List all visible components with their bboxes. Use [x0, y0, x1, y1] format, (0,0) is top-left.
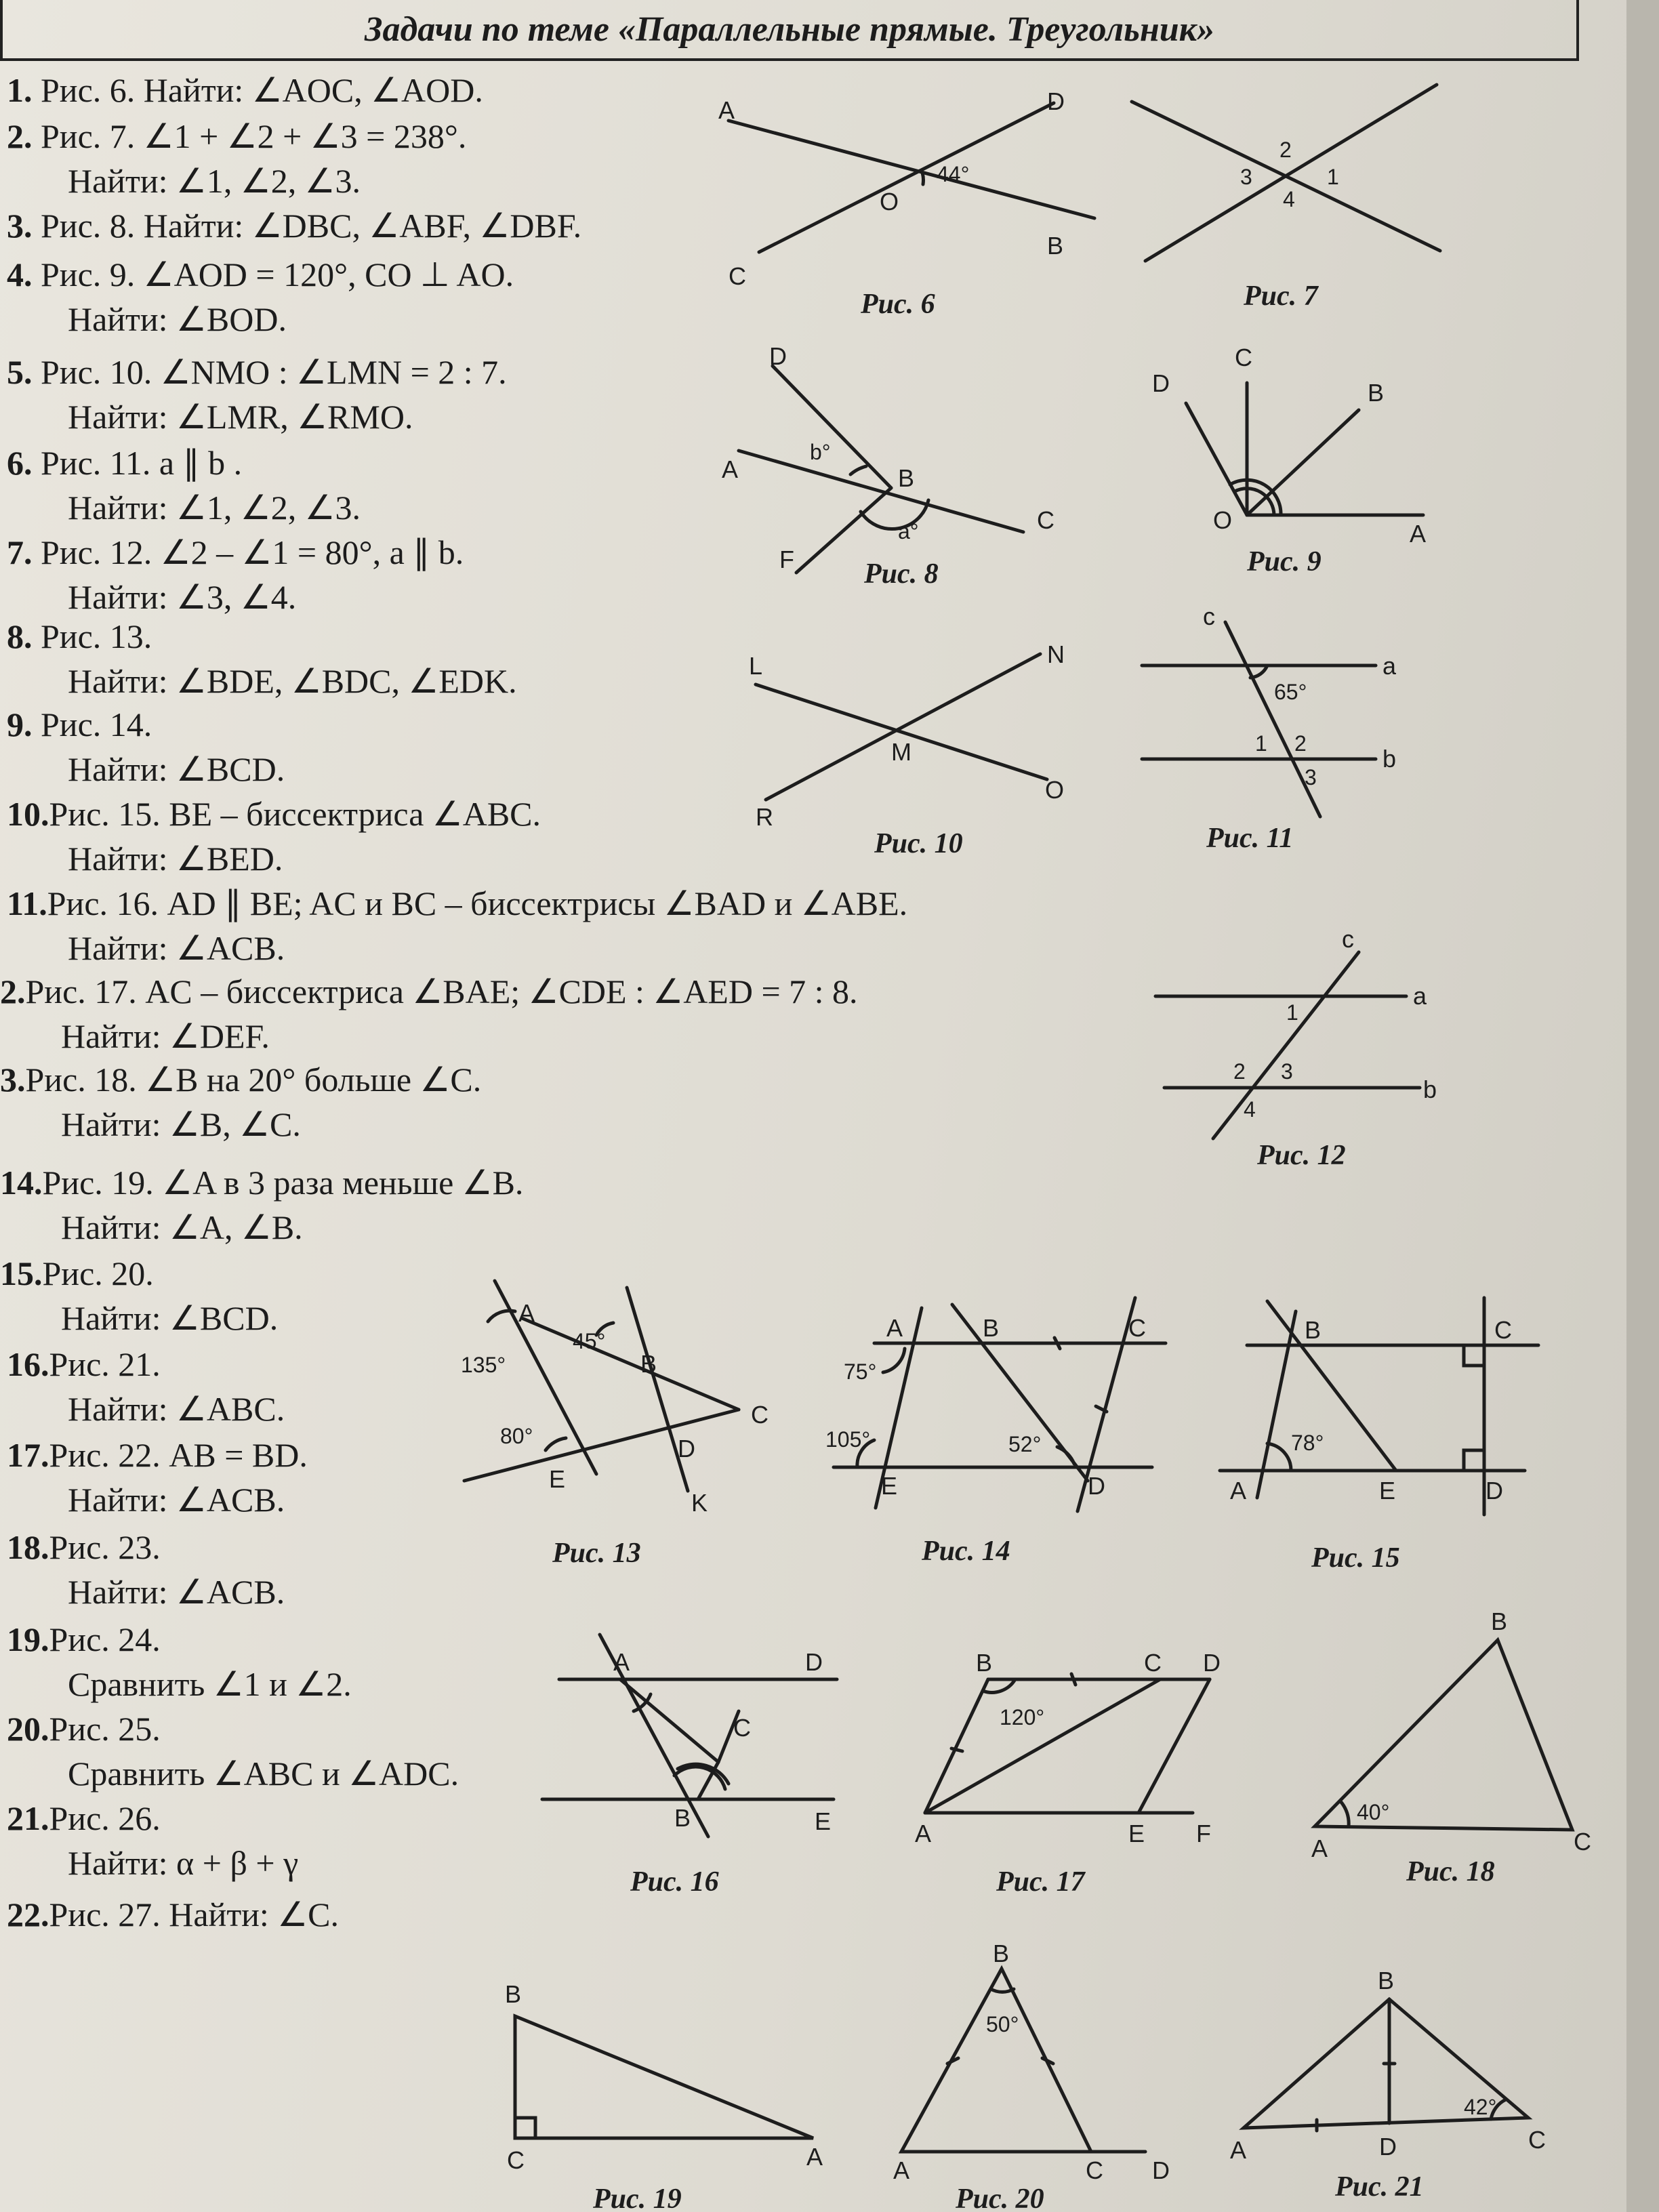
task-question: Сравнить ∠1 и ∠2. [68, 1665, 352, 1703]
task-question: Найти: ∠1, ∠2, ∠3. [68, 162, 361, 200]
task-text: Рис. 27. Найти: ∠C. [49, 1896, 339, 1933]
task-text: Рис. 6. Найти: ∠AOC, ∠AOD. [41, 71, 483, 109]
point-label-o: O [880, 188, 899, 216]
figure-caption: Рис. 16 [630, 1866, 719, 1898]
task-question: Найти: ∠3, ∠4. [68, 578, 297, 616]
side-AB [925, 1679, 988, 1813]
task-number: 19. [7, 1620, 49, 1658]
task-number: 18. [7, 1528, 49, 1566]
angle-value: 40° [1357, 1800, 1390, 1824]
point-label-e: E [815, 1807, 832, 1835]
point-label-b: B [1368, 379, 1385, 407]
task-text: Рис. 9. ∠AOD = 120°, CO ⊥ AO. [41, 255, 514, 293]
task-question: Сравнить ∠ABC и ∠ADC. [68, 1755, 459, 1793]
point-label-b: B [1491, 1607, 1508, 1635]
angle-135: 135° [461, 1353, 506, 1377]
point-label-f: F [1196, 1820, 1211, 1847]
figure-caption: Рис. 21 [1335, 2171, 1424, 2203]
ray-BD [773, 366, 891, 488]
task-number: 2. [0, 972, 26, 1010]
point-label-c: C [751, 1401, 769, 1429]
task-number: 15. [0, 1254, 43, 1292]
task-question: Найти: ∠ABC. [68, 1390, 285, 1428]
diagonal-AC [925, 1679, 1160, 1813]
task-text: Рис. 14. [41, 705, 152, 743]
task-question: Найти: ∠DEF. [61, 1017, 270, 1055]
task-text: Рис. 22. AB = BD. [49, 1436, 308, 1474]
angle-arc [922, 171, 923, 184]
angle-value: 120° [1000, 1705, 1045, 1729]
point-label-d: D [678, 1435, 695, 1462]
task-text: Рис. 18. ∠B на 20° больше ∠C. [25, 1061, 482, 1099]
point-label-c: C [1144, 1649, 1162, 1677]
task-text: Рис. 16. AD ∥ BE; AC и BC – биссектрисы ∠BAD и ∠ABE. [47, 884, 908, 922]
line-label-b: b [1382, 745, 1397, 773]
point-label-e: E [1128, 1820, 1145, 1847]
figure-caption: Рис. 6 [861, 289, 935, 320]
task-text: Рис. 15. BE – биссектриса ∠ABC. [49, 795, 541, 833]
task-question: Найти: ∠BDE, ∠BDC, ∠EDK. [68, 662, 517, 700]
point-label-k: K [691, 1489, 708, 1517]
figure-caption: Рис. 14 [922, 1536, 1010, 1567]
point-label-b: B [674, 1804, 691, 1832]
line-label-b: b [1423, 1076, 1437, 1103]
task-text: Рис. 11. a ∥ b . [41, 444, 243, 482]
angle-arc [991, 1989, 1014, 1992]
point-label-c: C [1235, 344, 1252, 371]
angle-label-2: 2 [1279, 138, 1292, 162]
figure-caption: Рис. 12 [1257, 1140, 1346, 1171]
point-label-a: A [613, 1648, 630, 1676]
task-text: Рис. 24. [49, 1620, 161, 1658]
line-label-a: a [1382, 652, 1397, 680]
figure-11 [1142, 602, 1397, 854]
point-label-e: E [881, 1472, 898, 1500]
figure-caption: Рис. 18 [1406, 1856, 1495, 1887]
angle-arc [851, 466, 866, 474]
task-question: Найти: ∠LMR, ∠RMO. [68, 398, 413, 436]
point-label-a: A [915, 1820, 932, 1847]
task-question: Найти: ∠ACB. [68, 929, 285, 967]
point-label-d: D [769, 342, 787, 370]
task-text: Рис. 23. [49, 1528, 161, 1566]
point-label-o: O [1213, 506, 1233, 534]
task-number: 17. [7, 1436, 49, 1474]
right-angle-mark [515, 2118, 535, 2138]
task-text: Рис. 20. [42, 1254, 154, 1292]
angle-value: 65° [1274, 680, 1307, 704]
task-text: Рис. 7. ∠1 + ∠2 + ∠3 = 238°. [41, 117, 467, 155]
figure-caption: Рис. 7 [1244, 281, 1318, 312]
line-RN [766, 654, 1040, 800]
figure-13 [461, 1281, 769, 1569]
angle-arc [883, 1349, 905, 1372]
task-number: 9. [7, 705, 33, 743]
angle-arc [488, 1311, 515, 1322]
task-text: Рис. 17. AC – биссектриса ∠BAE; ∠CDE : ∠AED = 7 : 8. [25, 972, 858, 1010]
figure-9 [1152, 344, 1426, 577]
line-BE [1267, 1301, 1396, 1471]
angle-45: 45° [573, 1329, 606, 1353]
triangle-BCA [515, 2016, 813, 2138]
task-text: Рис. 10. ∠NMO : ∠LMN = 2 : 7. [41, 353, 507, 391]
line-label-c: c [1342, 925, 1354, 953]
task-question: Найти: ∠BCD. [68, 750, 285, 788]
angle-label-2: 2 [1294, 731, 1307, 756]
angle-value: 44° [937, 162, 970, 186]
figure-caption: Рис. 19 [593, 2184, 682, 2212]
line-AB [729, 121, 1094, 218]
task-question: Найти: ∠BOD. [68, 300, 287, 338]
figure-caption: Рис. 9 [1247, 546, 1322, 577]
figure-19 [505, 1980, 823, 2212]
angle-label-2: 2 [1233, 1059, 1246, 1084]
right-angle-mark [1464, 1345, 1484, 1366]
point-label-c: C [1086, 2156, 1103, 2184]
task-text: Рис. 26. [49, 1799, 161, 1837]
point-label-d: D [805, 1648, 823, 1676]
point-label-n: N [1047, 640, 1065, 668]
angle-label-1: 1 [1255, 731, 1267, 756]
point-label-c: C [1128, 1314, 1146, 1342]
angle-arc [546, 1438, 566, 1450]
point-label-a: A [1230, 1477, 1247, 1504]
triangle-ABC [1315, 1640, 1572, 1830]
task-question: Найти: ∠ACB. [68, 1481, 285, 1519]
task-text: Рис. 19. ∠A в 3 раза меньше ∠B. [42, 1164, 524, 1202]
figure-10 [749, 640, 1065, 859]
point-label-m: M [891, 738, 912, 766]
figure-18 [1311, 1607, 1591, 1887]
figure-caption: Рис. 10 [874, 828, 963, 859]
task-text: Рис. 25. [49, 1710, 161, 1748]
point-label-b: B [1378, 1967, 1395, 1994]
point-label-b: B [983, 1314, 1000, 1342]
point-label-a: A [518, 1299, 535, 1327]
task-number: 5. [7, 353, 33, 391]
task-number: 16. [7, 1345, 49, 1383]
task-number: 2. [7, 117, 33, 155]
task-number: 11. [7, 884, 47, 922]
point-label-b: B [993, 1940, 1010, 1967]
task-number: 22. [7, 1896, 49, 1933]
angle-b: b° [810, 440, 831, 464]
ray-OD [1186, 403, 1247, 515]
task-question: Найти: ∠BED. [68, 840, 283, 878]
point-label-c: C [1574, 1828, 1591, 1856]
figure-caption: Рис. 15 [1311, 1542, 1400, 1574]
figure-12 [1155, 925, 1437, 1171]
task-question: Найти: α + β + γ [68, 1844, 299, 1882]
angle-label-4: 4 [1283, 187, 1295, 211]
point-label-b: B [1305, 1316, 1322, 1344]
figure-caption: Рис. 13 [552, 1538, 641, 1569]
figure-caption: Рис. 20 [956, 2184, 1044, 2212]
line-c [1213, 952, 1359, 1139]
figure-16 [542, 1635, 837, 1898]
line-label-a: a [1413, 982, 1427, 1010]
point-label-a: A [718, 96, 735, 124]
point-label-d: D [1152, 369, 1170, 397]
point-label-a: A [806, 2143, 823, 2171]
point-label-a: A [722, 455, 739, 483]
line-CD [759, 103, 1054, 252]
segment-AC [620, 1679, 718, 1762]
task-number: 10. [7, 795, 49, 833]
task-question: Найти: ∠ACB. [68, 1573, 285, 1611]
point-label-b: B [898, 464, 915, 492]
angle-arc [1340, 1801, 1349, 1826]
figure-15 [1220, 1298, 1538, 1574]
point-label-c: C [1037, 506, 1054, 534]
point-label-d: D [1088, 1472, 1105, 1500]
task-question: Найти: ∠BCD. [61, 1299, 279, 1337]
figure-caption: Рис. 11 [1206, 823, 1294, 854]
point-label-e: E [549, 1465, 566, 1493]
angle-arc [1267, 1443, 1291, 1471]
figure-8 [722, 342, 1054, 590]
angle-80: 80° [500, 1424, 533, 1448]
ray-OB [1247, 410, 1359, 515]
point-label-a: A [1410, 520, 1427, 548]
point-label-b: B [640, 1350, 657, 1378]
point-label-d: D [1379, 2133, 1397, 2160]
point-label-c: C [507, 2146, 525, 2174]
point-label-d: D [1152, 2156, 1170, 2184]
figure-14 [825, 1298, 1166, 1567]
point-label-c: C [733, 1714, 751, 1742]
task-number: 3. [7, 207, 33, 245]
angle-52: 52° [1008, 1432, 1042, 1456]
point-label-b: B [1047, 232, 1064, 260]
point-label-b: B [505, 1980, 522, 2008]
figure-caption: Рис. 8 [864, 558, 939, 590]
figure-6 [718, 87, 1094, 320]
side-DE [1139, 1679, 1210, 1813]
right-angle-mark [1464, 1450, 1484, 1471]
worksheet-title: Задачи по теме «Параллельные прямые. Треугольник» [0, 0, 1579, 61]
angle-label-3: 3 [1281, 1059, 1293, 1084]
task-number: 4. [7, 255, 33, 293]
angle-value: 50° [986, 2012, 1019, 2036]
angle-105: 105° [825, 1427, 871, 1452]
line-label-c: c [1203, 602, 1215, 630]
angle-arc [1250, 665, 1267, 678]
point-label-c: C [1494, 1316, 1512, 1344]
point-label-o: O [1045, 776, 1065, 804]
figure-20 [893, 1940, 1170, 2212]
point-label-a: A [1230, 2136, 1247, 2164]
task-text: Рис. 21. [49, 1345, 161, 1383]
tick-mark [1071, 1674, 1076, 1685]
angle-label-1: 1 [1286, 1000, 1298, 1025]
point-label-f: F [779, 546, 794, 573]
task-number: 8. [7, 617, 33, 655]
point-label-d: D [1203, 1649, 1221, 1677]
point-label-r: R [756, 803, 773, 831]
task-text: Рис. 12. ∠2 – ∠1 = 80°, a ∥ b. [41, 533, 464, 571]
triangle-ABC [901, 1969, 1091, 2152]
task-number: 21. [7, 1799, 49, 1837]
point-label-a: A [886, 1314, 903, 1342]
task-number: 1. [7, 71, 33, 109]
angle-value: 42° [1464, 2095, 1497, 2119]
task-question: Найти: ∠1, ∠2, ∠3. [68, 489, 361, 527]
task-text: Рис. 13. [41, 617, 152, 655]
line-CD [1078, 1298, 1135, 1511]
angle-label-3: 3 [1240, 165, 1252, 189]
task-number: 20. [7, 1710, 49, 1748]
task-number: 6. [7, 444, 33, 482]
figure-17 [915, 1649, 1221, 1898]
angle-value: 78° [1291, 1431, 1324, 1455]
point-label-b: B [976, 1649, 993, 1677]
angle-label-4: 4 [1244, 1097, 1256, 1122]
angle-75: 75° [844, 1359, 877, 1384]
point-label-l: L [749, 652, 763, 680]
line-2 [1145, 85, 1437, 261]
point-label-e: E [1379, 1477, 1396, 1504]
point-label-c: C [1528, 2126, 1546, 2154]
point-label-a: A [1311, 1835, 1328, 1862]
angle-label-1: 1 [1327, 165, 1339, 189]
task-text: Рис. 8. Найти: ∠DBC, ∠ABF, ∠DBF. [41, 207, 582, 245]
figure-caption: Рис. 17 [996, 1866, 1085, 1898]
figure-21 [1230, 1967, 1546, 2203]
line-AC [739, 451, 1023, 532]
figure-7 [1132, 85, 1440, 312]
point-label-d: D [1486, 1477, 1503, 1504]
point-label-d: D [1047, 87, 1065, 115]
point-label-a: A [893, 2156, 910, 2184]
task-question: Найти: ∠A, ∠B. [61, 1208, 303, 1246]
point-label-c: C [729, 262, 746, 290]
task-number: 3. [0, 1061, 26, 1099]
task-question: Найти: ∠B, ∠C. [61, 1105, 301, 1143]
angle-a: a° [898, 519, 919, 544]
angle-label-3: 3 [1305, 765, 1317, 790]
task-number: 14. [0, 1164, 43, 1202]
task-number: 7. [7, 533, 33, 571]
